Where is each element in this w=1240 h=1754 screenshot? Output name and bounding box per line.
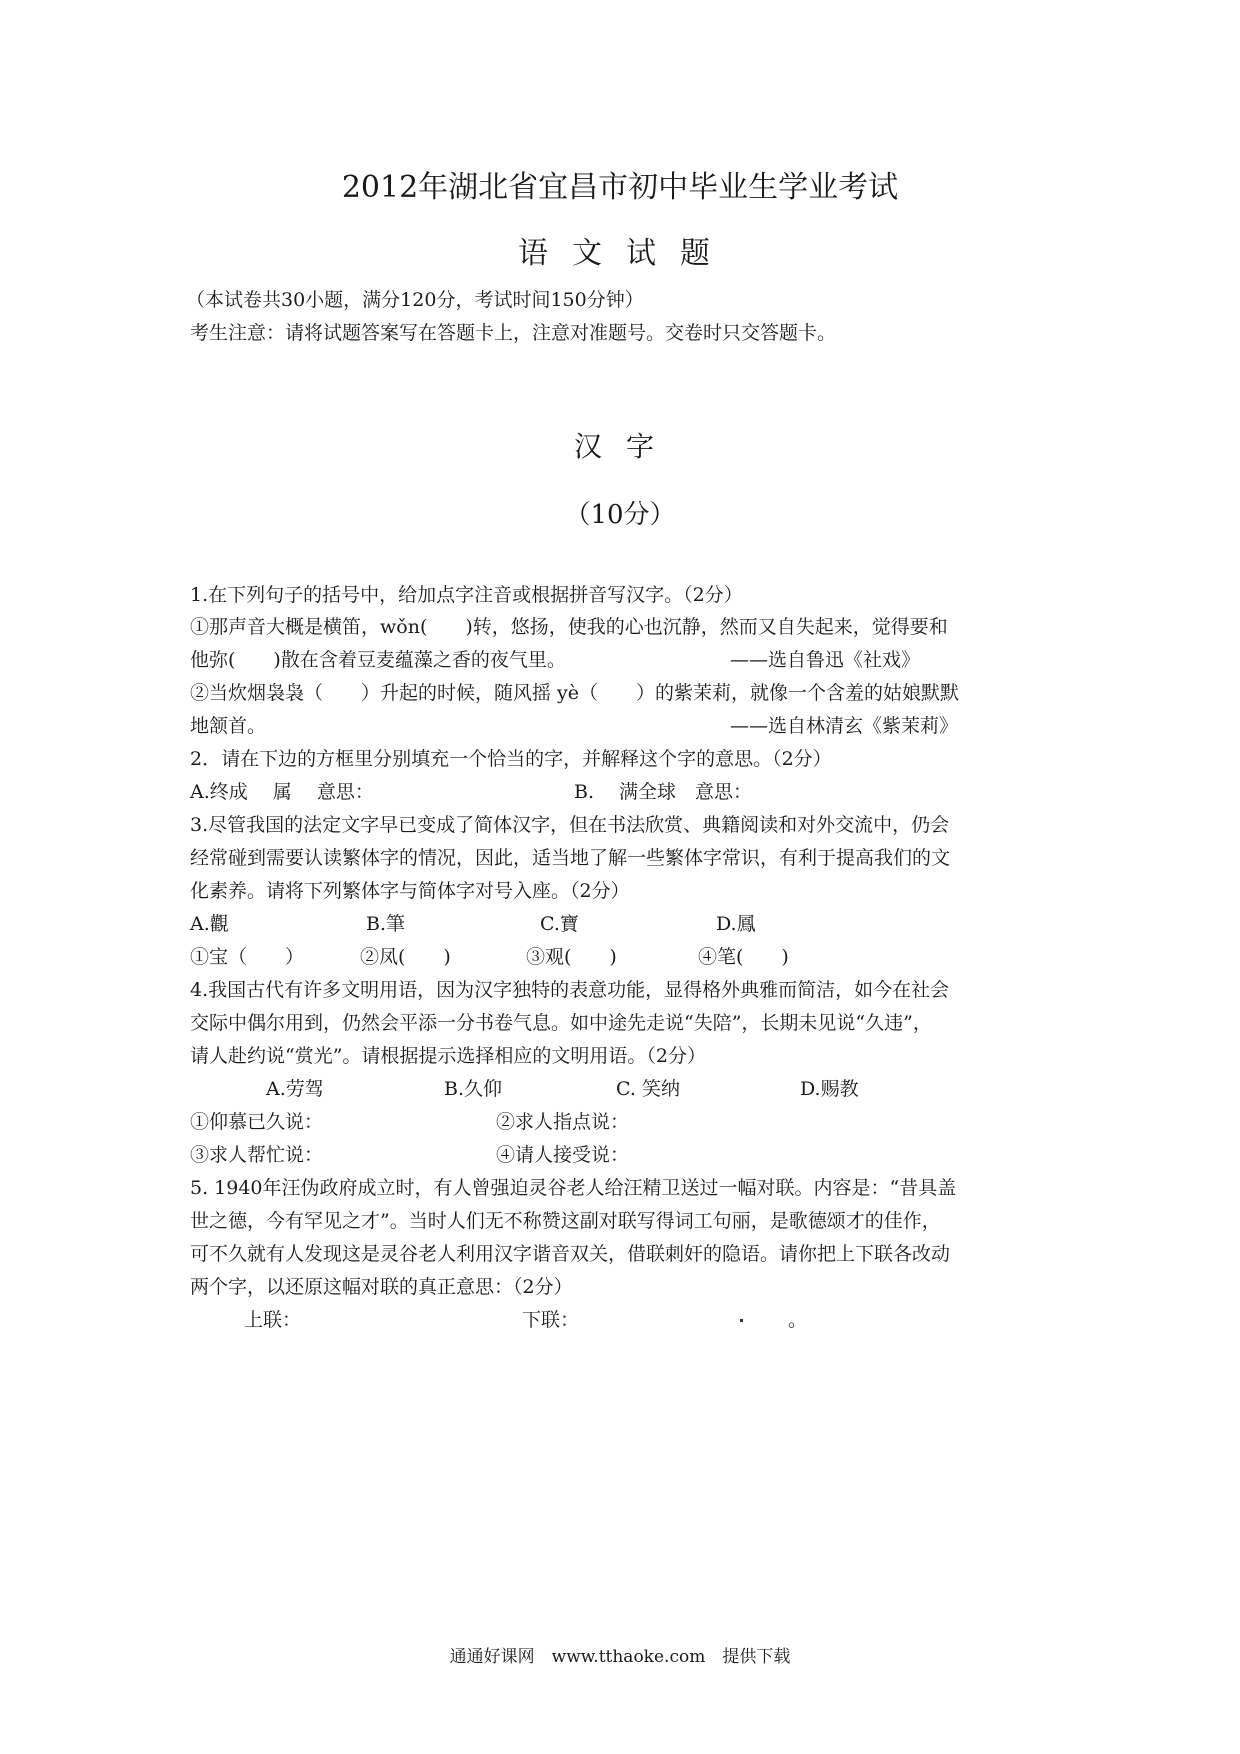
q4-prompt-1: ①仰慕已久说：	[190, 1111, 324, 1133]
q2-stem: 2．请在下边的方框里分别填充一个恰当的字，并解释这个字的意思。（2分）	[190, 748, 832, 770]
q5-line3: 可不久就有人发现这是灵谷老人利用汉字谐音双关，借联刺奸的隐语。请你把上下联各改动	[190, 1243, 951, 1265]
q4-prompt-3: ③求人帮忙说：	[190, 1144, 324, 1166]
exam-title: 2012年湖北省宜昌市初中毕业生学业考试	[341, 170, 899, 205]
exam-subtitle: 语文试题	[518, 236, 734, 271]
q4-line1: 4.我国古代有许多文明用语，因为汉字独特的表意功能，显得格外典雅而简洁，如今在社会	[190, 979, 950, 1001]
q3-line2: 经常碰到需要认读繁体字的情况，因此，适当地了解一些繁体字常识，有利于提高我们的文	[190, 847, 951, 869]
q3-blank-2: ②凤( )	[360, 946, 451, 968]
footer-text: 通通好课网 www.tthaoke.com 提供下载	[449, 1647, 791, 1667]
q1-sentence1-line2: 他弥( )散在含着豆麦蕴藻之香的夜气里。	[190, 649, 566, 671]
q4-prompt-4: ④请人接受说：	[496, 1144, 630, 1166]
q5-lower-couplet: 下联：	[522, 1309, 580, 1331]
q4-line2: 交际中偶尔用到，仍然会平添一分书卷气息。如中途先走说“失陪”，长期未见说“久违”，	[190, 1012, 932, 1034]
q5-line4: 两个字，以还原这幅对联的真正意思：（2分）	[190, 1276, 573, 1298]
q3-line3: 化素养。请将下列繁体字与简体字对号入座。（2分）	[190, 880, 630, 902]
q4-option-c: C. 笑纳	[616, 1078, 680, 1100]
q5-end-mark: 。	[788, 1309, 808, 1331]
q1-sentence2-line2: 地颔首。	[190, 715, 267, 737]
q2-option-a: A.终成 属 意思：	[190, 781, 374, 803]
q3-option-c: C.寶	[540, 913, 579, 935]
q4-prompt-2: ②求人指点说：	[496, 1111, 630, 1133]
exam-notice: 考生注意：请将试题答案写在答题卡上，注意对准题号。交卷时只交答题卡。	[190, 322, 837, 344]
q4-line3: 请人赴约说“赏光”。请根据提示选择相应的文明用语。（2分）	[190, 1045, 707, 1067]
q5-dot-mark	[740, 1319, 743, 1322]
exam-info: （本试卷共30小题，满分120分，考试时间150分钟）	[186, 289, 644, 311]
q4-option-b: B.久仰	[444, 1078, 503, 1100]
q3-option-a: A.觀	[190, 913, 229, 935]
q3-blank-4: ④笔( )	[698, 946, 789, 968]
section-score: （10分）	[564, 500, 676, 530]
section-title: 汉字	[573, 430, 678, 463]
q3-blank-1: ①宝（ ）	[190, 946, 305, 968]
q5-line2: 世之德，今有罕见之才”。当时人们无不称赞这副对联写得词工句丽，是歌德颂才的佳作，	[190, 1210, 941, 1232]
q2-option-b: B. 满全球 意思：	[574, 781, 753, 803]
q3-option-b: B.筆	[366, 913, 406, 935]
q1-sentence1-source: ——选自鲁迅《社戏》	[730, 649, 921, 671]
q3-line1: 3.尽管我国的法定文字早已变成了简体汉字，但在书法欣赏、典籍阅读和对外交流中，仍会	[190, 814, 950, 836]
q3-blank-3: ③观( )	[526, 946, 617, 968]
q1-sentence2-line1: ②当炊烟袅袅（ ）升起的时候，随风摇 yè（ ）的紫茉莉，就像一个含羞的姑娘默默	[190, 682, 960, 704]
q4-option-d: D.赐教	[800, 1078, 859, 1100]
q3-option-d: D.鳳	[716, 913, 756, 935]
q4-option-a: A.劳驾	[266, 1078, 324, 1100]
q5-line1: 5. 1940年汪伪政府成立时，有人曾强迫灵谷老人给汪精卫送过一幅对联。内容是：“昔具盖	[190, 1177, 957, 1199]
q5-upper-couplet: 上联：	[244, 1309, 302, 1331]
q1-stem: 1.在下列句子的括号中，给加点字注音或根据拼音写汉字。（2分）	[190, 584, 743, 606]
q1-sentence1-line1: ①那声音大概是横笛，wǒn( )转，悠扬，使我的心也沉静，然而又自失起来，觉得要和	[190, 616, 948, 638]
q1-sentence2-source: ——选自林清玄《紫茉莉》	[730, 715, 959, 737]
